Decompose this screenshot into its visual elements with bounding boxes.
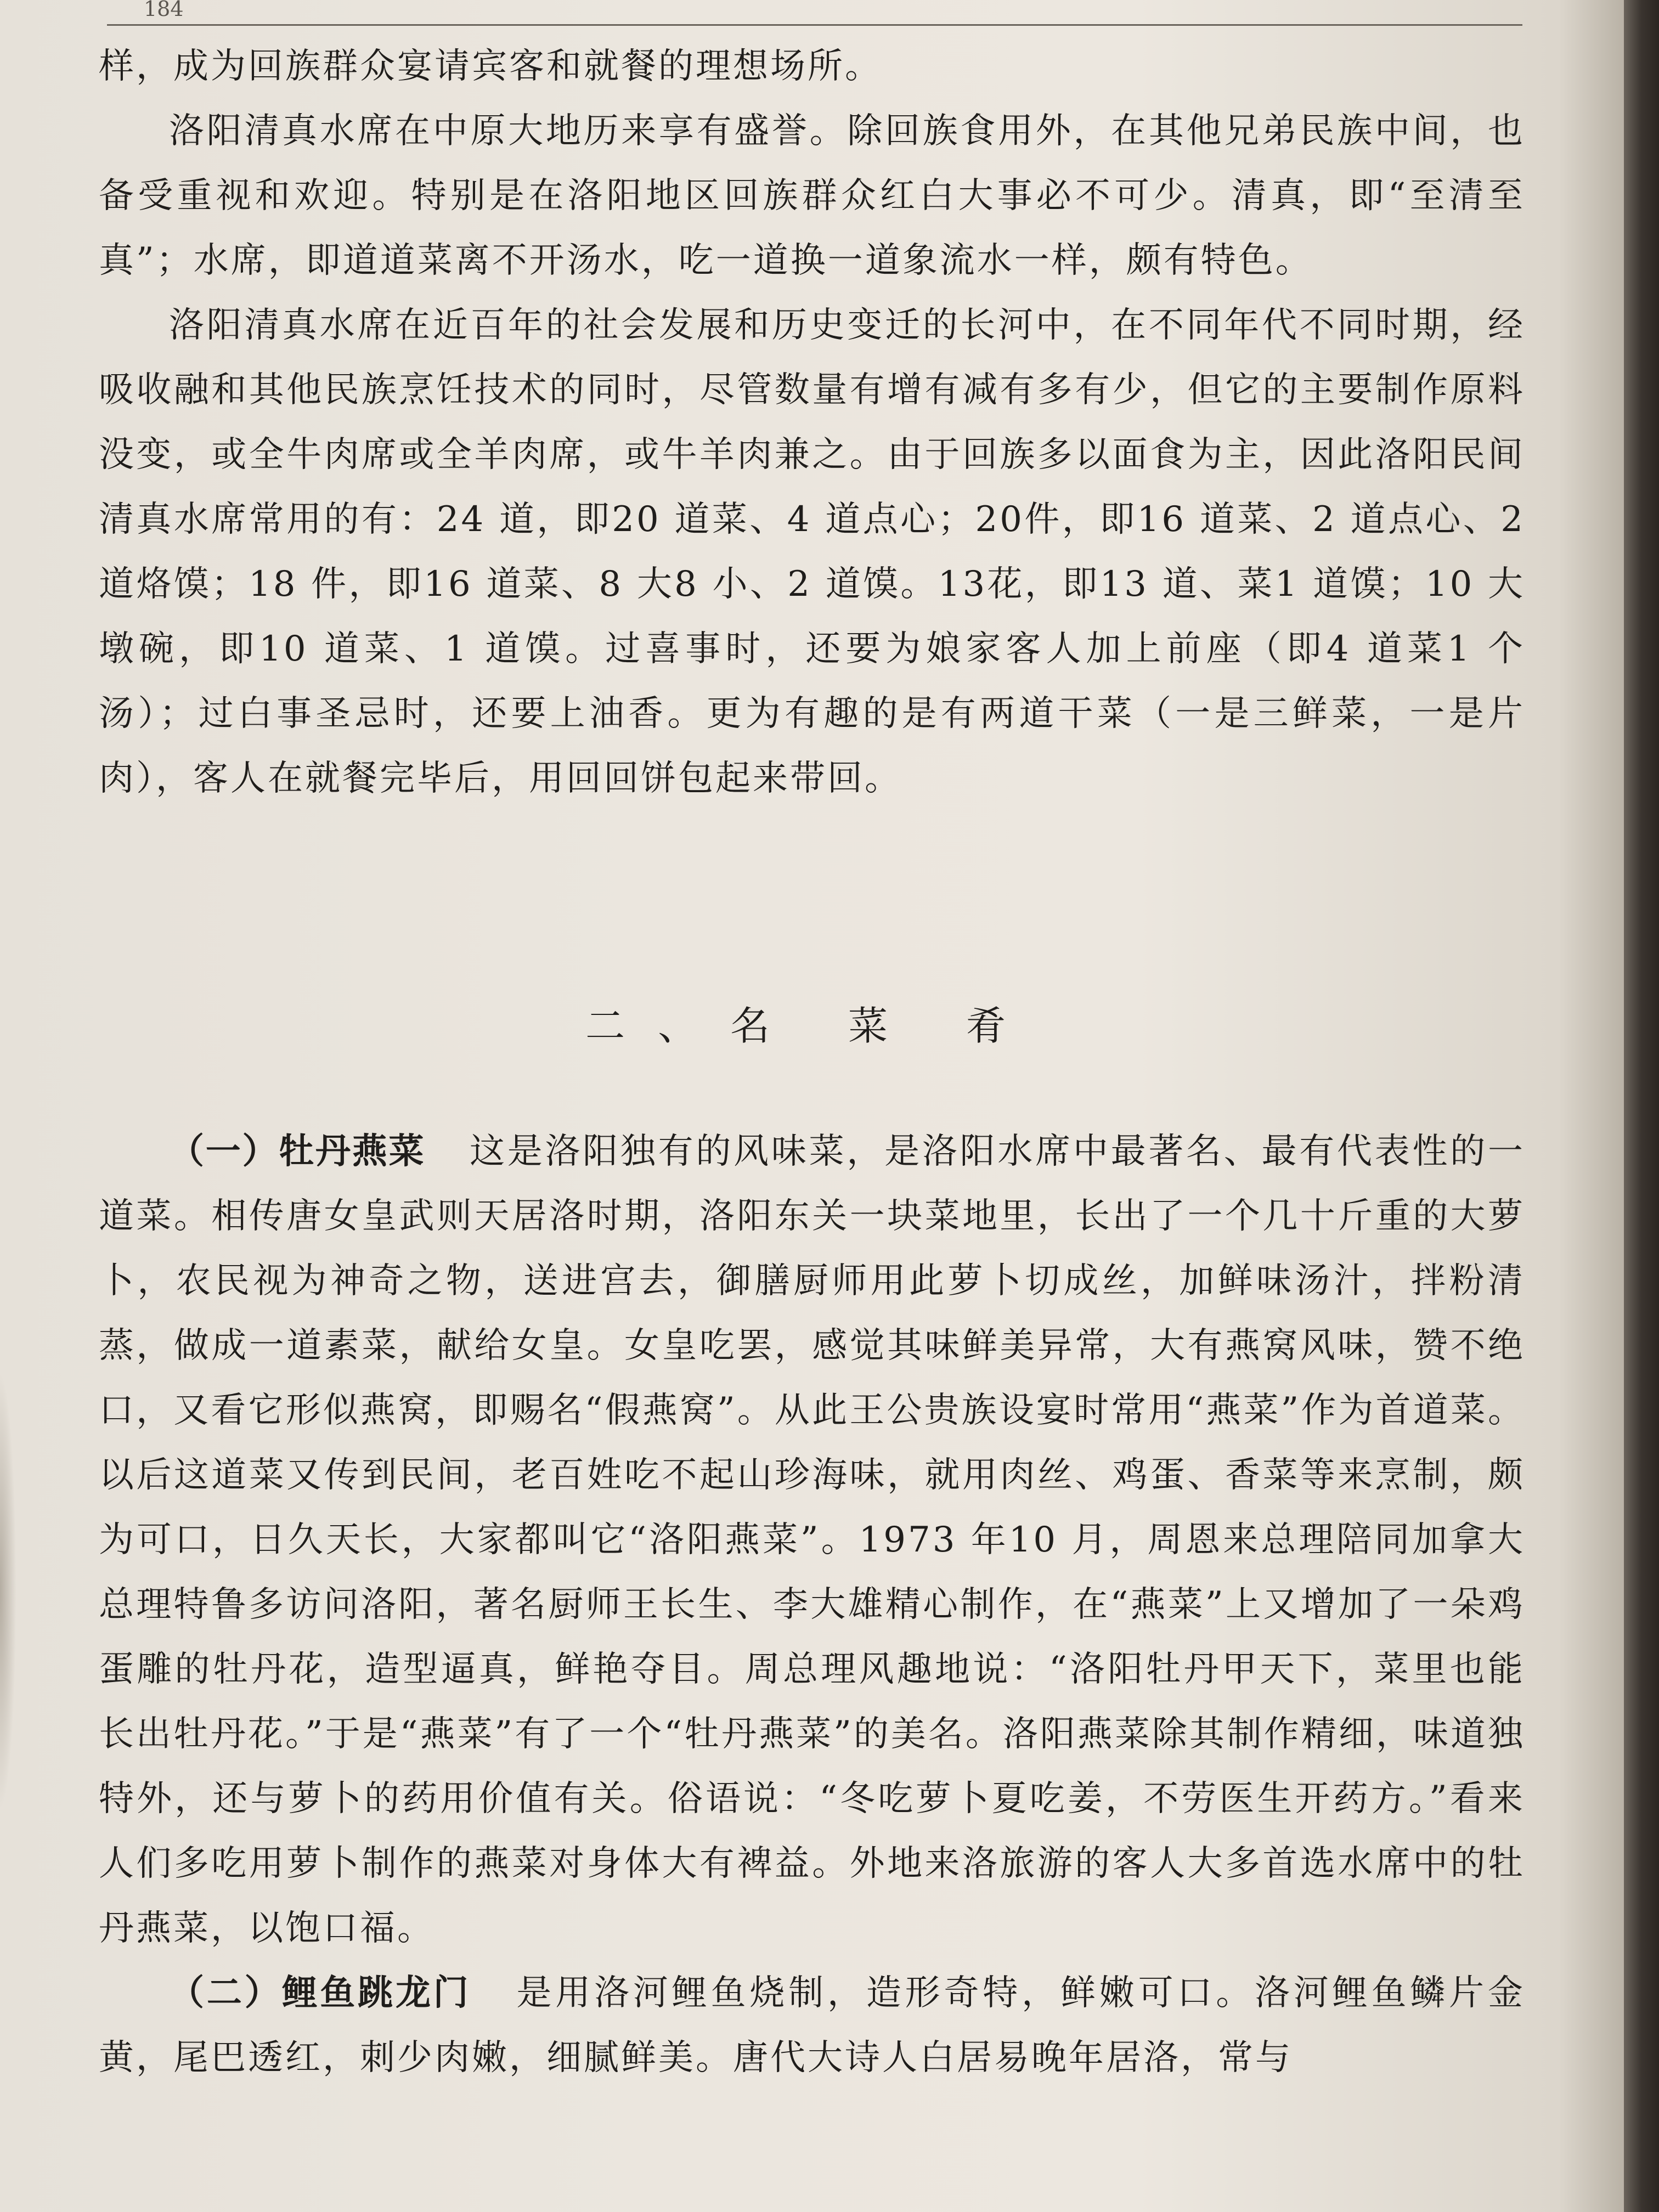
page-number: 184 bbox=[144, 0, 184, 21]
header-rule bbox=[107, 24, 1522, 26]
intro-text bbox=[99, 34, 1525, 811]
dish-item-peony-yancai bbox=[99, 1119, 1525, 1961]
finger-shadow bbox=[0, 1372, 16, 1810]
dish-description: 是用洛河鲤鱼烧制，造形奇特，鲜嫩可口。洛河鲤鱼鳞片金黄，尾巴透红，刺少肉嫩，细腻鲜美。唐代大诗人白居易晚年居洛，常与 bbox=[99, 1973, 1526, 2078]
dish-title: （二）鲤鱼跳龙门 bbox=[169, 1973, 471, 2013]
page-edge bbox=[1624, 0, 1659, 2212]
section-heading: 二、名 菜 肴 bbox=[585, 1003, 1039, 1049]
paragraph-continuation: 样，成为回族群众宴请宾客和就餐的理想场所。 bbox=[99, 46, 882, 87]
paragraph-history: 洛阳清真水席在近百年的社会发展和历史变迁的长河中，在不同年代不同时期，经吸收融和其他民族烹饪技术的同时，尽管数量有增有减有多有少，但它的主要制作原料没变，或全牛肉席或全羊肉席，或牛羊肉兼之。由于回族多以面食为主，因此洛阳民间清真水席常用的有：24 道，即20 道菜、4 道点心；20件，即16 道菜、2 道点心、2 道烙馍；18 件，即16 道菜、8 大8 小、2 道馍。13花，即13 道、菜1 道馍；10 大墩碗，即10 道菜、1 道馍。过喜事时，还要为娘家客人加上前座（即4 道菜1 个汤）；过白事圣忌时，还要上油香。更为有趣的是有两道干菜（一是三鲜菜，一是片肉），客人在就餐完毕后，用回回饼包起来带回。 bbox=[99, 305, 1525, 799]
dish-description: 这是洛阳独有的风味菜，是洛阳水席中最著名、最有代表性的一道菜。相传唐女皇武则天居洛时期，洛阳东关一块菜地里，长出了一个几十斤重的大萝卜，农民视为神奇之物，送进宫去，御膳厨师用此萝卜切成丝，加鲜味汤汁，拌粉清蒸，做成一道素菜，献给女皇。女皇吃罢，感觉其味鲜美异常，大有燕窝风味，赞不绝口，又看它形似燕窝，即赐名“假燕窝”。从此王公贵族设宴时常用“燕菜”作为首道菜。以后这道菜又传到民间，老百姓吃不起山珍海味，就用肉丝、鸡蛋、香菜等来烹制，颇为可口，日久天长，大家都叫它“洛阳燕菜”。1973 年10 月，周恩来总理陪同加拿大总理特鲁多访问洛阳，著名厨师王长生、李大雄精心制作，在“燕菜”上又增加了一朵鸡蛋雕的牡丹花，造型逼真，鲜艳夺目。周总理风趣地说：“洛阳牡丹甲天下，菜里也能长出牡丹花。”于是“燕菜”有了一个“牡丹燕菜”的美名。洛阳燕菜除其制作精细，味道独特外，还与萝卜的药用价值有关。俗语说：“冬吃萝卜夏吃姜，不劳医生开药方。”看来人们多吃用萝卜制作的燕菜对身体大有裨益。外地来洛旅游的客人大多首选水席中的牡丹燕菜，以饱口福。 bbox=[99, 1131, 1526, 1949]
dishes-text bbox=[99, 1119, 1525, 2090]
paragraph-reputation: 洛阳清真水席在中原大地历来享有盛誉。除回族食用外，在其他兄弟民族中间，也备受重视和欢迎。特别是在洛阳地区回族群众红白大事必不可少。清真，即“至清至真”；水席，即道道菜离不开汤水，吃一道换一道象流水一样，颇有特色。 bbox=[99, 111, 1525, 281]
dish-title: （一）牡丹燕菜 bbox=[169, 1131, 426, 1172]
dish-item-carp-dragon-gate bbox=[99, 1961, 1525, 2090]
